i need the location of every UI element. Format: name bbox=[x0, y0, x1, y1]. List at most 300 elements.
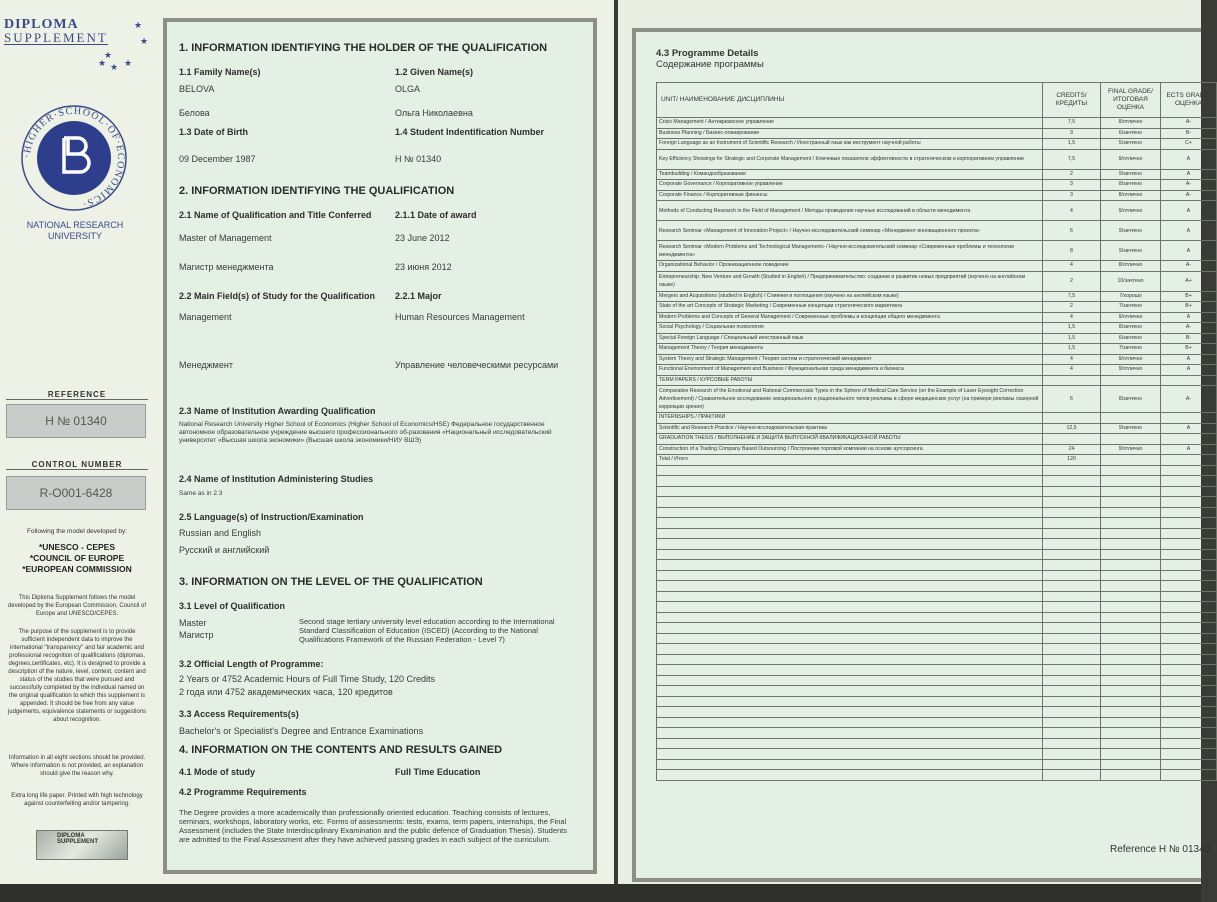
empty-cell bbox=[1043, 770, 1101, 781]
cell-credits: 120 bbox=[1043, 455, 1101, 466]
cell-ects: A bbox=[1161, 169, 1217, 180]
empty-cell bbox=[1161, 686, 1217, 697]
cell-credits: 2 bbox=[1043, 302, 1101, 313]
cell-credits: 4 bbox=[1043, 354, 1101, 365]
control-number-value: R-O001-6428 bbox=[6, 476, 146, 510]
table-row bbox=[657, 386, 1217, 413]
empty-cell bbox=[1043, 644, 1101, 655]
cell-unit: Research Seminar «Modern Problems and Technological Management» / Научно-исследовательский семинар «Современные проблемы и технологии менеджмента» bbox=[657, 241, 1043, 261]
empty-cell bbox=[657, 528, 1043, 539]
empty-cell bbox=[1043, 528, 1101, 539]
cell-ects bbox=[1161, 375, 1217, 386]
table-row bbox=[657, 221, 1217, 241]
cell-final: 9/отлично bbox=[1101, 444, 1161, 455]
empty-cell bbox=[657, 518, 1043, 529]
cell-final bbox=[1101, 455, 1161, 466]
empty-cell bbox=[657, 539, 1043, 550]
cell-final: 7/зачтено bbox=[1101, 302, 1161, 313]
empty-cell bbox=[1043, 623, 1101, 634]
empty-cell bbox=[1101, 654, 1161, 665]
empty-row bbox=[657, 686, 1217, 697]
table-row bbox=[657, 323, 1217, 334]
cell-final: 5/зачтено bbox=[1101, 139, 1161, 150]
cell-ects: A- bbox=[1161, 261, 1217, 272]
cell-credits: 7,5 bbox=[1043, 149, 1101, 169]
empty-cell bbox=[1043, 728, 1101, 739]
qualification-label: 2.1 Name of Qualification and Title Conferred bbox=[179, 210, 372, 220]
table-row bbox=[657, 354, 1217, 365]
cell-final: 8/отлично bbox=[1101, 261, 1161, 272]
cell-credits: 3 bbox=[1043, 190, 1101, 201]
diploma-supplement-minilogo: DIPLOMA SUPPLEMENT bbox=[36, 830, 128, 860]
empty-row bbox=[657, 476, 1217, 487]
award-date-en: 23 June 2012 bbox=[395, 233, 450, 243]
cell-ects: A- bbox=[1161, 323, 1217, 334]
level-ru: Магистр bbox=[179, 630, 214, 640]
table-row bbox=[657, 455, 1217, 466]
cell-ects: B+ bbox=[1161, 291, 1217, 302]
major-label: 2.2.1 Major bbox=[395, 291, 442, 301]
empty-cell bbox=[1161, 696, 1217, 707]
cell-ects: A bbox=[1161, 365, 1217, 376]
table-row bbox=[657, 375, 1217, 386]
table-row bbox=[657, 344, 1217, 355]
cell-credits: 12,5 bbox=[1043, 423, 1101, 434]
empty-cell bbox=[1101, 518, 1161, 529]
empty-cell bbox=[1043, 686, 1101, 697]
table-row bbox=[657, 139, 1217, 150]
cell-ects bbox=[1161, 455, 1217, 466]
empty-cell bbox=[1161, 570, 1217, 581]
cell-credits: 6 bbox=[1043, 386, 1101, 413]
table-row bbox=[657, 423, 1217, 434]
award-date-label: 2.1.1 Date of award bbox=[395, 210, 477, 220]
star-icon: ★ bbox=[110, 62, 119, 72]
cell-unit: Social Psychology / Социальная психология bbox=[657, 323, 1043, 334]
empty-cell bbox=[1101, 612, 1161, 623]
star-icon: ★ bbox=[124, 58, 133, 68]
cell-unit: Key Efficiency Showings for Strategic and Corporate Management / Ключевые показатели эффективности в стратегическом и корпоративном управлении bbox=[657, 149, 1043, 169]
cell-ects: A bbox=[1161, 312, 1217, 323]
empty-row bbox=[657, 696, 1217, 707]
empty-cell bbox=[1161, 738, 1217, 749]
cell-final: 9/зачтено bbox=[1101, 241, 1161, 261]
holder-info-panel bbox=[163, 18, 597, 874]
cell-final: 7/зачтено bbox=[1101, 344, 1161, 355]
language-label: 2.5 Language(s) of Instruction/Examination bbox=[179, 512, 364, 522]
admin-institution-label: 2.4 Name of Institution Administering Studies bbox=[179, 474, 374, 484]
empty-cell bbox=[1101, 728, 1161, 739]
cell-ects: A bbox=[1161, 241, 1217, 261]
cell-unit: Methods of Conducting Research in the Field of Management / Методы проведения научных исследований в области менеджмента bbox=[657, 201, 1043, 221]
empty-row bbox=[657, 759, 1217, 770]
star-icon: ★ bbox=[98, 58, 107, 68]
cell-credits bbox=[1043, 375, 1101, 386]
empty-cell bbox=[1043, 486, 1101, 497]
empty-cell bbox=[1043, 549, 1101, 560]
empty-cell bbox=[1101, 686, 1161, 697]
table-row bbox=[657, 365, 1217, 376]
cell-unit: Special Foreign Language / Специальный иностранный язык bbox=[657, 333, 1043, 344]
model-unesco: *UNESCO - CEPES bbox=[38, 542, 116, 552]
length-en: 2 Years or 4752 Academic Hours of Full Time Study, 120 Credits bbox=[179, 674, 435, 684]
empty-cell bbox=[1101, 759, 1161, 770]
table-row bbox=[657, 444, 1217, 455]
col-final-grade-header: FINAL GRADE/ ИТОГОВАЯ ОЦЕНКА bbox=[1101, 83, 1161, 118]
empty-row bbox=[657, 707, 1217, 718]
empty-cell bbox=[1161, 654, 1217, 665]
cell-unit: Mergers and Acquisitions (studied in English) / Слияния и поглощения (изучено на английском языке) bbox=[657, 291, 1043, 302]
empty-cell bbox=[657, 749, 1043, 760]
empty-cell bbox=[1101, 539, 1161, 550]
cell-unit: Management Theory / Теория менеджмента bbox=[657, 344, 1043, 355]
empty-row bbox=[657, 465, 1217, 476]
empty-row bbox=[657, 518, 1217, 529]
empty-row bbox=[657, 654, 1217, 665]
field-of-study-en: Management bbox=[179, 312, 232, 322]
empty-cell bbox=[1101, 749, 1161, 760]
star-icon: ★ bbox=[140, 36, 149, 46]
empty-cell bbox=[1043, 665, 1101, 676]
cell-final: 9/отлично bbox=[1101, 149, 1161, 169]
programme-table bbox=[656, 82, 1217, 781]
table-row bbox=[657, 302, 1217, 313]
col-unit-header: UNIT/ НАИМЕНОВАНИЕ ДИСЦИПЛИНЫ bbox=[657, 83, 1043, 118]
empty-cell bbox=[1161, 549, 1217, 560]
empty-row bbox=[657, 507, 1217, 518]
access-value: Bachelor's or Specialist's Degree and Entrance Examinations bbox=[179, 726, 424, 736]
empty-row bbox=[657, 644, 1217, 655]
empty-cell bbox=[657, 549, 1043, 560]
table-row bbox=[657, 180, 1217, 191]
table-row bbox=[657, 312, 1217, 323]
cell-unit: System Theory and Strategic Management / Теория систем и стратегический менеджмент bbox=[657, 354, 1043, 365]
access-label: 3.3 Access Requirements(s) bbox=[179, 709, 299, 719]
cell-credits: 1,5 bbox=[1043, 323, 1101, 334]
empty-cell bbox=[1161, 623, 1217, 634]
cell-credits: 6 bbox=[1043, 221, 1101, 241]
empty-cell bbox=[657, 654, 1043, 665]
empty-cell bbox=[1101, 633, 1161, 644]
major-en: Human Resources Management bbox=[395, 312, 525, 322]
empty-cell bbox=[1043, 717, 1101, 728]
programme-table-body bbox=[657, 118, 1217, 781]
empty-cell bbox=[1101, 591, 1161, 602]
cell-unit: Construction of a Trading Company Based Outsourcing / Построение торговой компании на основе аутсорсинга bbox=[657, 444, 1043, 455]
cell-credits: 7,5 bbox=[1043, 118, 1101, 129]
cell-final: 6/зачтено bbox=[1101, 333, 1161, 344]
empty-row bbox=[657, 633, 1217, 644]
cell-final: 9/отлично bbox=[1101, 201, 1161, 221]
given-name-label: 1.2 Given Name(s) bbox=[395, 67, 474, 77]
cell-unit: Functional Environment of Management and Business / Функциональная среда менеджмента и бизнеса bbox=[657, 365, 1043, 376]
reference-label: REFERENCE bbox=[6, 390, 148, 400]
cell-credits: 8 bbox=[1043, 241, 1101, 261]
empty-cell bbox=[1101, 696, 1161, 707]
sidebar-note-purpose: The purpose of the supplement is to provide sufficient independent data to improve the international "transparency" and fair academic and professional recognition of qualifications (diplomas, degrees,certificates, etc). It is designed to provide a description of the nature, level, context, content and status of the studies that were pursued and successfully completed by the individual named on the original qualification to which this supplement is appended. It should be free from any value judgements, equivalence statements or suggestions about recognition. bbox=[7, 629, 147, 723]
empty-cell bbox=[1043, 654, 1101, 665]
dob-value: 09 December 1987 bbox=[179, 154, 256, 164]
empty-cell bbox=[1161, 665, 1217, 676]
empty-cell bbox=[1043, 612, 1101, 623]
empty-cell bbox=[1101, 581, 1161, 592]
cell-credits: 3 bbox=[1043, 180, 1101, 191]
cell-unit: Modern Problems and Concepts of General Management / Современные проблемы и концепции общего менеджмента bbox=[657, 312, 1043, 323]
empty-cell bbox=[1043, 465, 1101, 476]
empty-cell bbox=[1101, 623, 1161, 634]
mode-label: 4.1 Mode of study bbox=[179, 767, 256, 777]
empty-row bbox=[657, 738, 1217, 749]
empty-cell bbox=[1043, 707, 1101, 718]
level-label: 3.1 Level of Qualification bbox=[179, 601, 286, 611]
empty-cell bbox=[1161, 602, 1217, 613]
empty-row bbox=[657, 728, 1217, 739]
svg-text:·HIGHER·SCHOOL·OF·ECONOMICS·: ·HIGHER·SCHOOL·OF·ECONOMICS· bbox=[21, 105, 127, 210]
cell-credits: 3 bbox=[1043, 128, 1101, 139]
cell-final bbox=[1101, 434, 1161, 445]
model-intro: Following the model developed by: bbox=[26, 528, 128, 535]
cell-ects: A bbox=[1161, 423, 1217, 434]
empty-row bbox=[657, 539, 1217, 550]
empty-row bbox=[657, 770, 1217, 781]
cell-unit: Corporate Governance / Корпоративное управление bbox=[657, 180, 1043, 191]
empty-cell bbox=[1161, 581, 1217, 592]
cell-ects: A- bbox=[1161, 118, 1217, 129]
cell-unit: GRADUATION THESIS / ВЫПОЛНЕНИЕ И ЗАЩИТА ВЫПУСКНОЙ КВАЛИФИКАЦИОННОЙ РАБОТЫ bbox=[657, 434, 1043, 445]
table-row bbox=[657, 271, 1217, 291]
empty-cell bbox=[1101, 665, 1161, 676]
empty-row bbox=[657, 570, 1217, 581]
empty-cell bbox=[657, 738, 1043, 749]
empty-cell bbox=[1161, 507, 1217, 518]
sidebar-note-paper: Extra long life paper. Printed with high technology against counterfeiting and/or tampering. bbox=[11, 793, 143, 807]
reference-number: Reference H № 01340 bbox=[1110, 844, 1211, 855]
table-row bbox=[657, 413, 1217, 424]
empty-cell bbox=[1161, 465, 1217, 476]
empty-cell bbox=[1043, 570, 1101, 581]
empty-cell bbox=[1161, 486, 1217, 497]
star-icon: ★ bbox=[104, 50, 113, 60]
empty-cell bbox=[1043, 675, 1101, 686]
student-id-value: H № 01340 bbox=[395, 154, 442, 164]
cell-ects bbox=[1161, 434, 1217, 445]
empty-cell bbox=[1161, 707, 1217, 718]
empty-cell bbox=[657, 581, 1043, 592]
cell-credits: 24 bbox=[1043, 444, 1101, 455]
family-name-label: 1.1 Family Name(s) bbox=[179, 67, 261, 77]
sidebar bbox=[0, 0, 160, 884]
cell-unit: INTERNSHIPS / ПРАКТИКИ bbox=[657, 413, 1043, 424]
cell-ects: A bbox=[1161, 149, 1217, 169]
empty-row bbox=[657, 560, 1217, 571]
cell-ects: B- bbox=[1161, 333, 1217, 344]
empty-cell bbox=[1101, 717, 1161, 728]
given-name-ru: Ольга Николаевна bbox=[395, 108, 473, 118]
empty-cell bbox=[657, 612, 1043, 623]
cell-credits: 4 bbox=[1043, 201, 1101, 221]
cell-final: 9/зачтено bbox=[1101, 169, 1161, 180]
empty-cell bbox=[1101, 570, 1161, 581]
table-row bbox=[657, 333, 1217, 344]
mode-value: Full Time Education bbox=[395, 767, 481, 777]
empty-cell bbox=[1101, 476, 1161, 487]
cell-credits: 4 bbox=[1043, 312, 1101, 323]
empty-cell bbox=[1161, 759, 1217, 770]
empty-cell bbox=[1043, 581, 1101, 592]
cell-final: 9/зачтено bbox=[1101, 221, 1161, 241]
empty-cell bbox=[657, 497, 1043, 508]
sidebar-note-sections: Information in all eight sections should be provided. Where information is not provided, an explanation should give the reason why. bbox=[8, 755, 146, 777]
empty-cell bbox=[1161, 539, 1217, 550]
diploma-supplement-logo: DIPLOMA SUPPLEMENT bbox=[4, 17, 108, 45]
empty-row bbox=[657, 549, 1217, 560]
empty-cell bbox=[657, 770, 1043, 781]
empty-row bbox=[657, 623, 1217, 634]
cell-ects: B- bbox=[1161, 128, 1217, 139]
empty-cell bbox=[657, 570, 1043, 581]
given-name-en: OLGA bbox=[395, 84, 421, 94]
empty-cell bbox=[657, 476, 1043, 487]
cell-ects: A bbox=[1161, 354, 1217, 365]
table-row bbox=[657, 118, 1217, 129]
empty-cell bbox=[657, 665, 1043, 676]
empty-cell bbox=[1161, 518, 1217, 529]
cell-final bbox=[1101, 375, 1161, 386]
empty-row bbox=[657, 675, 1217, 686]
cell-final: 9/отлично bbox=[1101, 354, 1161, 365]
cell-credits: 4 bbox=[1043, 365, 1101, 376]
control-number-label: CONTROL NUMBER bbox=[6, 460, 148, 470]
table-row bbox=[657, 261, 1217, 272]
empty-row bbox=[657, 497, 1217, 508]
cell-unit: Corporate Finance / Корпоративные финансы bbox=[657, 190, 1043, 201]
cell-unit: State of the art Concepts of Strategic Marketing / Современные концепции стратегического маркетинга bbox=[657, 302, 1043, 313]
cell-ects: A- bbox=[1161, 386, 1217, 413]
empty-cell bbox=[1101, 486, 1161, 497]
family-name-ru: Белова bbox=[179, 108, 210, 118]
cell-final: 8/зачтено bbox=[1101, 180, 1161, 191]
empty-row bbox=[657, 602, 1217, 613]
section-1-title: 1. INFORMATION IDENTIFYING THE HOLDER OF THE QUALIFICATION bbox=[179, 42, 548, 54]
cell-unit: Total / Итого bbox=[657, 455, 1043, 466]
bottom-edge bbox=[0, 884, 1201, 902]
cell-credits: 1,5 bbox=[1043, 344, 1101, 355]
cell-credits: 2 bbox=[1043, 169, 1101, 180]
requirements-label: 4.2 Programme Requirements bbox=[179, 787, 307, 797]
cell-final: 8/отлично bbox=[1101, 190, 1161, 201]
empty-cell bbox=[657, 686, 1043, 697]
empty-cell bbox=[657, 728, 1043, 739]
empty-cell bbox=[657, 633, 1043, 644]
field-of-study-label: 2.2 Main Field(s) of Study for the Qualification bbox=[179, 291, 376, 301]
empty-cell bbox=[1043, 602, 1101, 613]
dob-label: 1.3 Date of Birth bbox=[179, 127, 249, 137]
empty-cell bbox=[657, 644, 1043, 655]
table-row bbox=[657, 201, 1217, 221]
empty-cell bbox=[657, 486, 1043, 497]
empty-cell bbox=[1161, 497, 1217, 508]
empty-row bbox=[657, 486, 1217, 497]
empty-cell bbox=[1043, 696, 1101, 707]
empty-cell bbox=[1043, 497, 1101, 508]
model-commission: *EUROPEAN COMMISSION bbox=[22, 564, 132, 574]
empty-cell bbox=[657, 602, 1043, 613]
model-council: *COUNCIL OF EUROPE bbox=[29, 553, 125, 563]
empty-cell bbox=[1161, 717, 1217, 728]
star-icon: ★ bbox=[134, 20, 143, 30]
empty-cell bbox=[1043, 539, 1101, 550]
col-ects-header: ECTS GRADE/ ОЦЕНКА bbox=[1161, 83, 1217, 118]
empty-row bbox=[657, 665, 1217, 676]
empty-row bbox=[657, 581, 1217, 592]
empty-row bbox=[657, 612, 1217, 623]
empty-cell bbox=[1043, 476, 1101, 487]
empty-cell bbox=[657, 717, 1043, 728]
empty-cell bbox=[657, 759, 1043, 770]
requirements-value: The Degree provides a more academically than professionally oriented education. Teaching consists of lectures, seminars, workshops, laboratory works, etc. Forms of assessments: tests, exams, term papers, internships, the Final Assessment (includes the State Interdisciplinary Examination and the public defence of Graduation Thesis). Students are admitted to the Final Assessment after they have achieved passing grades in each subject of the curriculum. bbox=[179, 808, 567, 844]
cell-final: 9/отлично bbox=[1101, 365, 1161, 376]
section-2-title: 2. INFORMATION IDENTIFYING THE QUALIFICATION bbox=[179, 185, 455, 197]
reference-value: H № 01340 bbox=[6, 404, 146, 438]
empty-row bbox=[657, 749, 1217, 760]
table-row bbox=[657, 291, 1217, 302]
award-date-ru: 23 июня 2012 bbox=[395, 262, 452, 272]
institution-value: National Research University Higher School of Economics (Higher School of Economics/HSE) Федеральное государственное автономное образовательное учреждение высшего профессионального об-разования «Национальный исследовательский университет «Высшая школа экономики» (Высшая школа экономики/НИУ ВШЭ) bbox=[179, 421, 552, 444]
cell-final: 7/хорошо bbox=[1101, 291, 1161, 302]
cell-unit: Business Planning / Бизнес-планирование bbox=[657, 128, 1043, 139]
cell-final: 8/зачтено bbox=[1101, 386, 1161, 413]
programme-details-panel bbox=[632, 28, 1211, 882]
cell-credits: 7,5 bbox=[1043, 291, 1101, 302]
cell-unit: Scientific and Research Practice / Научно-исследовательская практика bbox=[657, 423, 1043, 434]
empty-cell bbox=[1043, 633, 1101, 644]
empty-cell bbox=[657, 696, 1043, 707]
empty-cell bbox=[1161, 749, 1217, 760]
cell-credits bbox=[1043, 413, 1101, 424]
empty-cell bbox=[1161, 612, 1217, 623]
empty-cell bbox=[1161, 770, 1217, 781]
section-4-title: 4. INFORMATION ON THE CONTENTS AND RESULTS GAINED bbox=[179, 744, 503, 756]
cell-ects: A- bbox=[1161, 190, 1217, 201]
empty-cell bbox=[657, 623, 1043, 634]
level-en: Master bbox=[179, 618, 207, 628]
programme-details-title: 4.3 Programme Details Содержание программы bbox=[656, 48, 764, 70]
empty-cell bbox=[1101, 707, 1161, 718]
table-row bbox=[657, 128, 1217, 139]
cell-credits: 1,5 bbox=[1043, 139, 1101, 150]
cell-ects: B+ bbox=[1161, 302, 1217, 313]
empty-cell bbox=[1101, 560, 1161, 571]
family-name-en: BELOVA bbox=[179, 84, 215, 94]
length-ru: 2 года или 4752 академических часа, 120 кредитов bbox=[179, 687, 393, 697]
cell-final: 8/зачтено bbox=[1101, 323, 1161, 334]
cell-unit: Crisis Management / Антикризисное управление bbox=[657, 118, 1043, 129]
empty-cell bbox=[657, 507, 1043, 518]
cell-unit: Teambuilding / Командообразование bbox=[657, 169, 1043, 180]
empty-cell bbox=[1101, 738, 1161, 749]
field-of-study-ru: Менеджмент bbox=[179, 360, 233, 370]
sidebar-note-origin: This Diploma Supplement follows the model developed by the European Commission, Council of Europe and UNESCO/CEPES. bbox=[7, 595, 147, 617]
empty-cell bbox=[1161, 675, 1217, 686]
empty-row bbox=[657, 717, 1217, 728]
table-row bbox=[657, 149, 1217, 169]
language-ru: Русский и английский bbox=[179, 545, 270, 555]
cell-ects: A bbox=[1161, 444, 1217, 455]
cell-credits: 2 bbox=[1043, 271, 1101, 291]
cell-unit: Entrepreneurship: New Venture and Growth (Studied in English) / Предпринимательство: создание и развитие новых предприятий (изучено на английском языке) bbox=[657, 271, 1043, 291]
empty-cell bbox=[1043, 759, 1101, 770]
empty-cell bbox=[1161, 476, 1217, 487]
